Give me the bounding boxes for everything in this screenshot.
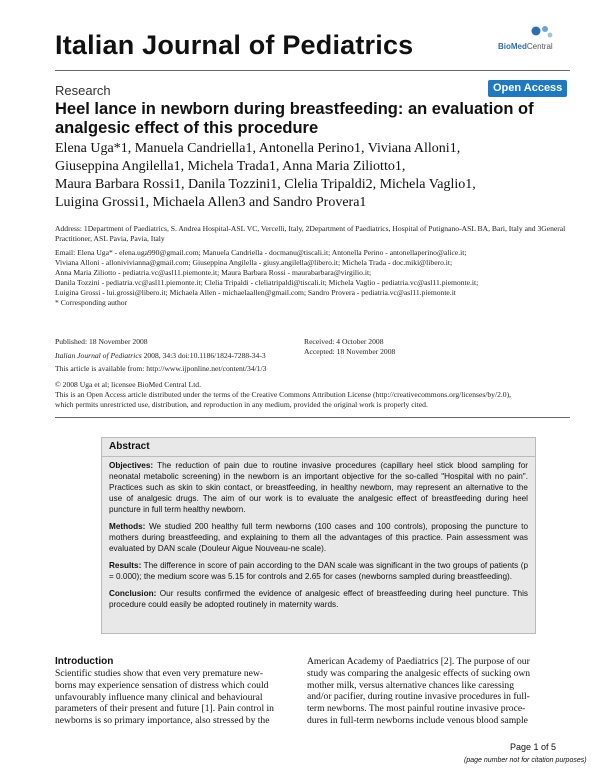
intro-heading: Introduction bbox=[55, 656, 114, 667]
affiliations bbox=[55, 224, 570, 308]
article-url[interactable]: This article is available from: http://www.ijponline.net/content/34/1/3 bbox=[55, 364, 267, 373]
section-label: Research bbox=[55, 83, 111, 98]
logo-central: Central bbox=[526, 42, 553, 51]
author-line: Giuseppina Angilella1, Michela Trada1, Anna Maria Ziliotto1, bbox=[55, 159, 406, 174]
author-line: Elena Uga*1, Manuela Candriella1, Antonella Perino1, Viviana Alloni1, bbox=[55, 141, 461, 156]
intro-line: study was comparing the analgesic effects of sucking own bbox=[307, 667, 531, 679]
intro-line: American Academy of Paediatrics [2]. The purpose of our bbox=[307, 656, 530, 667]
received-date: Received: 4 October 2008 bbox=[304, 337, 384, 346]
conclusion-text: Our results confirmed the evidence of analgesic effect of breastfeeding during heel puncture. This procedure could easily be adopted routinely in maternity wards. bbox=[109, 589, 528, 609]
copyright: © 2008 Uga et al; licensee BioMed Central Ltd. bbox=[55, 380, 202, 389]
logo-bio: Bio bbox=[498, 42, 511, 51]
author-line: Luigina Grossi1, Michaela Allen3 and Sandro Provera1 bbox=[55, 195, 367, 210]
abstract-body bbox=[109, 460, 528, 616]
abstract-box bbox=[101, 437, 536, 634]
objectives-text: The reduction of pain due to routine invasive procedures (capillary heel stick blood sampling for neonatal metabolic screening) in the newborn is an important objective for the so-called "Hospital with no pain". Practices such as skin to skin contact, or breastfeeding, in healthy newborn, may represent an alternative to the use of analgesic drugs. The aim of our work is to evaluate the analgesic effect of breastfeeding during heel puncture in full term healthy newborn. bbox=[109, 461, 528, 514]
email-line: Danila Tozzini - pediatria.vc@asl11.piemonte.it; Clelia Tripaldi - cleliatripaldi@tiscali.it; Michela Vaglio - pediatria.vc@asl11.piemonte.it; bbox=[55, 278, 479, 287]
biomed-logo-icon bbox=[498, 22, 568, 42]
intro-line: newborns is so primary importance, also stressed by the bbox=[55, 715, 270, 727]
abstract-results bbox=[109, 560, 528, 582]
abstract-objectives bbox=[109, 460, 528, 515]
abstract-methods bbox=[109, 521, 528, 554]
intro-left-column bbox=[55, 668, 295, 727]
intro-line: unfavourably influence many clinical and behavioural bbox=[55, 691, 263, 703]
intro-line: term newborns. The most painful routine invasive proce- bbox=[307, 703, 526, 715]
open-access-badge: Open Access bbox=[488, 80, 567, 97]
license-text: This is an Open Access article distributed under the terms of the Creative Commons Attribution License (http://creativecommons.org/licenses/by/2.0), bbox=[55, 390, 512, 399]
intro-line: Scientific studies show that even very premature new- bbox=[55, 668, 264, 679]
info-rule bbox=[55, 417, 570, 418]
license-text: which permits unrestricted use, distribution, and reproduction in any medium, provided the original work is properly cited. bbox=[55, 400, 428, 409]
page-note: (page number not for citation purposes) bbox=[464, 757, 587, 764]
abstract-conclusion bbox=[109, 588, 528, 610]
intro-line: mother milk, versus alternative chances like caressing bbox=[307, 679, 514, 691]
abstract-heading: Abstract bbox=[109, 441, 150, 452]
author-line: Maura Barbara Rossi1, Danila Tozzini1, Clelia Tripaldi2, Michela Vaglio1, bbox=[55, 177, 476, 192]
citation-details: 2008, 34:3 doi:10.1186/1824-7288-34-3 bbox=[141, 351, 266, 360]
abstract-header bbox=[102, 438, 535, 457]
methods-text: We studied 200 healthy full term newborns (100 cases and 100 controls), proposing the puncture to mothers during breastfeeding, and explaining to them all the advantages of this practice. Pain assessment was evaluated by DAN scale (Douleur Aigue Nouveau-ne scale). bbox=[109, 522, 528, 553]
objectives-label: Objectives: bbox=[109, 461, 154, 470]
conclusion-label: Conclusion: bbox=[109, 589, 157, 598]
accepted-date: Accepted: 18 November 2008 bbox=[304, 347, 396, 356]
intro-line: parameters of their present and future [1]. Pain control in bbox=[55, 703, 274, 715]
page-number: Page 1 of 5 bbox=[510, 742, 557, 752]
results-label: Results: bbox=[109, 561, 142, 570]
email-line: Email: Elena Uga* - elena.uga990@gmail.com; Manuela Candriella - docmanu@tiscali.it; Antonella Perino - antonellaperino@alice.it; bbox=[55, 248, 467, 257]
intro-line: borns may experience sensation of distress which could bbox=[55, 679, 269, 691]
article-title: Heel lance in newborn during breastfeeding: an evaluation of analgesic effect of this procedure bbox=[55, 100, 534, 137]
email-line: Anna Maria Ziliotto - pediatria.vc@asl11.piemonte.it; Maura Barbara Rossi - maurabarbara@virgilio.it; bbox=[55, 268, 372, 277]
methods-label: Methods: bbox=[109, 522, 146, 531]
results-text: The difference in score of pain according to the DAN scale was significant in the two groups of patients (p = 0.000); the medium score was 5.15 for controls and 2.65 for cases (newborns sampled during breastfeeding). bbox=[109, 561, 528, 581]
header-rule bbox=[55, 70, 570, 71]
address: Address: 1Department of Paediatrics, S. Andrea Hospital-ASL VC, Vercelli, Italy, 2Department of Paediatrics, Hospital of Putignano-ASL BA, Bari, Italy and 3General Practitioner, ASL Pavia, Pavia, Italy bbox=[55, 224, 566, 243]
biomed-central-logo bbox=[498, 22, 568, 54]
citation-journal: Italian Journal of Pediatrics bbox=[55, 351, 142, 360]
logo-med: Med bbox=[510, 42, 527, 51]
intro-line: and/or pacifier, during routine invasive procedures in full- bbox=[307, 691, 530, 703]
citation bbox=[55, 351, 266, 361]
intro-right-column bbox=[307, 656, 547, 727]
intro-line: dures in full-term newborns include venous blood sample bbox=[307, 714, 528, 726]
published-date: Published: 18 November 2008 bbox=[55, 337, 148, 346]
email-line: Luigina Grossi - lui.grossi@libero.it; Michaela Allen - michaelaallen@gmail.com; Sandro Provera - pediatria.vc@asl11.piemonte.it bbox=[55, 288, 456, 297]
author-list bbox=[55, 140, 575, 212]
email-line: Viviana Alloni - allonivivianna@gmail.com; Giuseppina Angilella - giusy.angilella@libero.it; Michela Trada - doc.miki@libero.it; bbox=[55, 258, 453, 267]
journal-title: Italian Journal of Pediatrics bbox=[55, 30, 414, 60]
corresponding-author: * Corresponding author bbox=[55, 298, 128, 307]
